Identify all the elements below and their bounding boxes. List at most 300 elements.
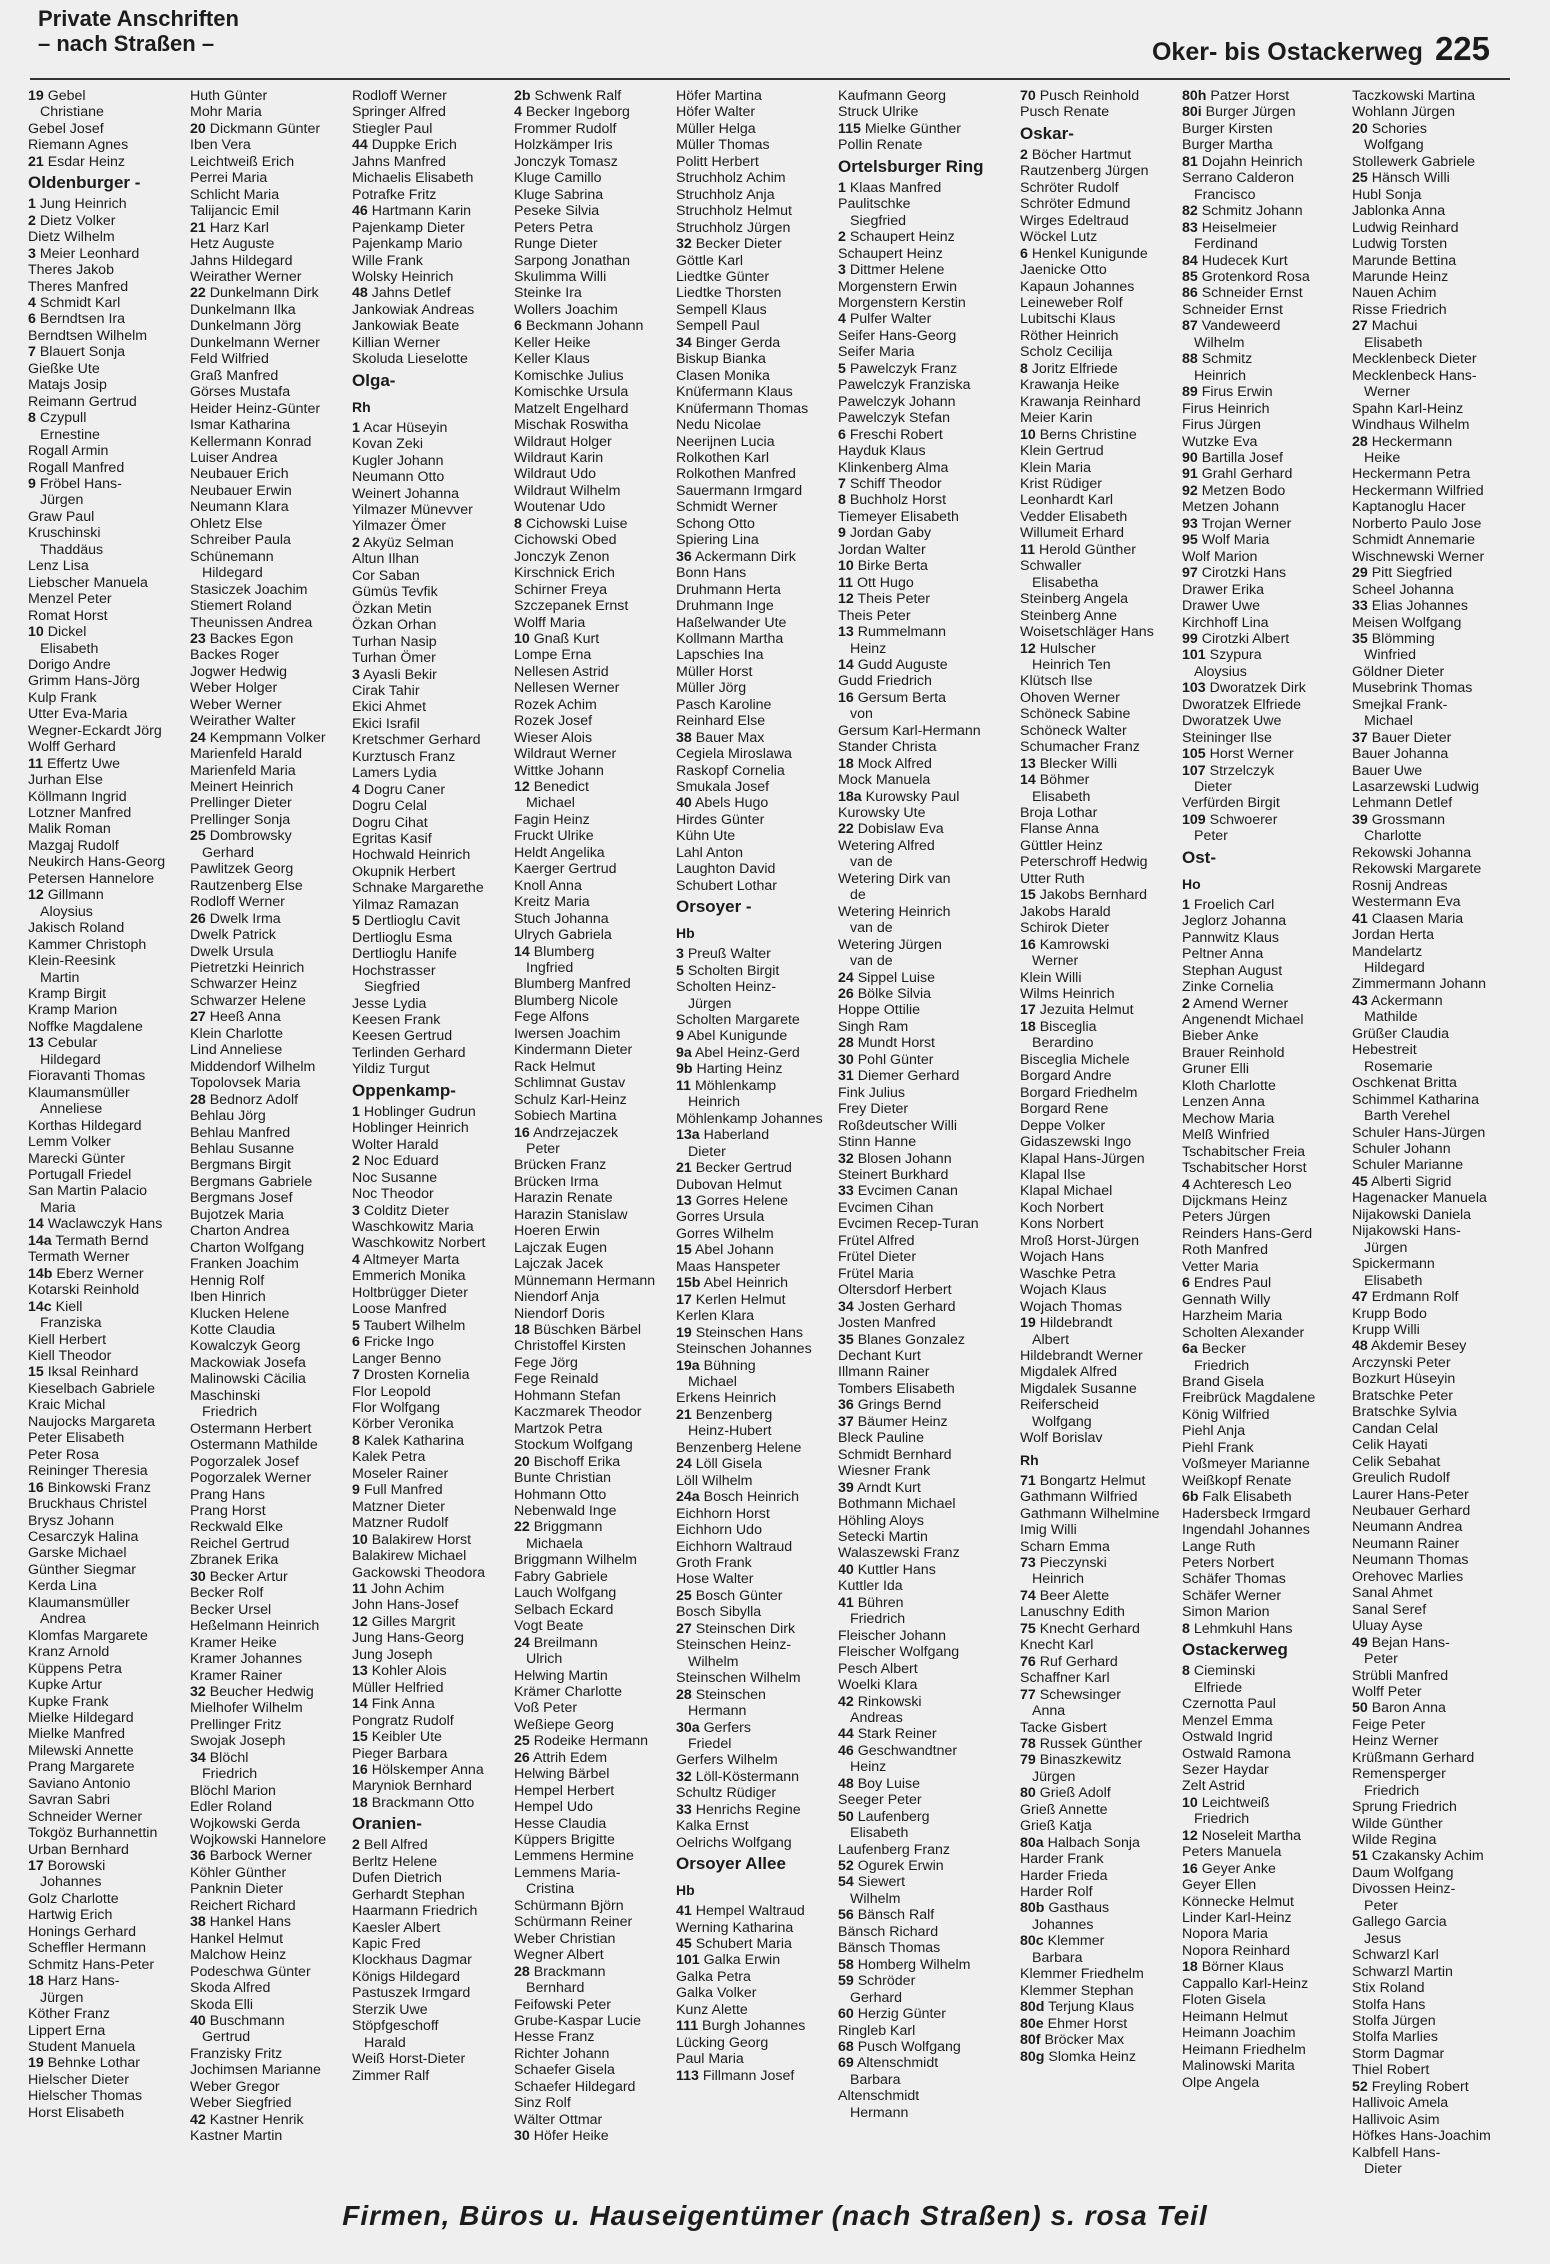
resident-entry: Thiel Robert (1352, 2062, 1430, 2079)
house-number: 34 (676, 334, 692, 351)
house-number: 40 (676, 795, 692, 812)
resident-entry: 10 Birke Berta (838, 558, 928, 575)
entry-continuation: Friedrich (202, 1404, 258, 1421)
resident-entry: Verfürden Birgit (1182, 795, 1280, 812)
resident-entry: 13 Kohler Alois (352, 1663, 447, 1680)
house-number: 82 (1182, 203, 1198, 220)
resident-entry: Prellinger Fritz (190, 1716, 282, 1733)
resident-entry: Wojkowski Gerda (190, 1815, 301, 1832)
resident-entry: Voßmeyer Marianne (1182, 1456, 1310, 1473)
street-heading: Oldenburger - (28, 173, 141, 193)
resident-entry: Pawelczyk Franziska (838, 377, 971, 394)
resident-entry: 46 Geschwandtner (838, 1742, 958, 1759)
resident-entry: Bänsch Thomas (838, 1940, 941, 1957)
resident-entry: Briggmann Wilhelm (514, 1552, 637, 1569)
resident-entry: Dietz Wilhelm (28, 229, 115, 246)
house-number: 41 (1352, 910, 1368, 927)
resident-entry: Noffke Magdalene (28, 1018, 143, 1035)
house-number: 50 (838, 1808, 854, 1825)
resident-entry: Brysz Johann (28, 1512, 114, 1529)
resident-entry: Backes Roger (190, 647, 280, 664)
resident-entry: Müller Horst (676, 663, 753, 680)
resident-entry: Mock Manuela (838, 772, 931, 789)
resident-entry: 14c Kiell (28, 1298, 83, 1315)
resident-entry: Bratschke Sylvia (1352, 1404, 1457, 1421)
resident-entry: Kraic Michal (28, 1397, 106, 1414)
resident-entry: Röther Heinrich (1020, 327, 1119, 344)
resident-entry: 109 Schwoerer (1182, 811, 1278, 828)
resident-entry: Orehovec Marlies (1352, 1568, 1464, 1585)
entry-continuation: Jürgen (688, 995, 732, 1012)
house-number: 56 (838, 1907, 854, 1924)
resident-entry: Bothmann Michael (838, 1496, 956, 1513)
resident-entry: Jankowiak Beate (352, 318, 460, 335)
resident-entry: Serrano Calderon (1182, 170, 1294, 187)
resident-entry: Saviano Antonio (28, 1775, 131, 1792)
resident-entry: Küppens Petra (28, 1660, 122, 1677)
resident-entry: 39 Grossmann (1352, 811, 1446, 828)
resident-entry: Nijakowski Daniela (1352, 1206, 1472, 1223)
column-4 (514, 88, 674, 2148)
resident-entry: Grüßer Claudia (1352, 1025, 1449, 1042)
house-number: 107 (1182, 762, 1206, 779)
resident-entry: Wetering Alfred (838, 837, 935, 854)
resident-entry: Jesse Lydia (352, 995, 427, 1012)
resident-entry: Setecki Martin (838, 1528, 928, 1545)
resident-entry: Stiemert Roland (190, 598, 292, 615)
house-number: 39 (838, 1479, 854, 1496)
entry-continuation: Ernestine (40, 426, 100, 443)
column-2 (190, 88, 350, 2148)
resident-entry: Smukala Josef (676, 779, 770, 796)
resident-entry: Ostermann Mathilde (190, 1437, 318, 1454)
resident-entry: Stephan August (1182, 962, 1283, 979)
resident-entry: Pajenkamp Mario (352, 236, 463, 253)
house-number: 26 (514, 1749, 530, 1766)
resident-entry: 1 Froelich Carl (1182, 896, 1275, 913)
resident-entry: 33 Evcimen Canan (838, 1183, 958, 1200)
resident-entry: Mischak Roswitha (514, 417, 629, 434)
resident-entry: 7 Drosten Kornelia (352, 1367, 470, 1384)
house-number: 17 (676, 1291, 692, 1308)
resident-entry: Tschabitscher Horst (1182, 1160, 1307, 1177)
house-number: 14a (28, 1232, 52, 1249)
resident-entry: Storm Dagmar (1352, 2045, 1445, 2062)
resident-entry: Walaszewski Franz (838, 1545, 960, 1562)
house-number: 10 (514, 630, 530, 647)
resident-entry: Theunissen Andrea (190, 614, 313, 631)
resident-entry: Cegiela Miroslawa (676, 746, 792, 763)
resident-entry: Weber Holger (190, 680, 278, 697)
resident-entry: Kowalczyk Georg (190, 1338, 301, 1355)
resident-entry: Lubitschi Klaus (1020, 311, 1116, 328)
resident-entry: Reinders Hans-Gerd (1182, 1225, 1313, 1242)
resident-entry: Hochstrasser (352, 962, 436, 979)
entry-continuation: Peter (1364, 1897, 1398, 1914)
resident-entry: Czernotta Paul (1182, 1696, 1276, 1713)
resident-entry: Hayduk Klaus (838, 443, 926, 460)
house-number: 38 (676, 729, 692, 746)
house-number: 6 (1020, 245, 1028, 262)
resident-entry: Deppe Volker (1020, 1117, 1106, 1134)
resident-entry: Leineweber Rolf (1020, 294, 1123, 311)
resident-entry: 10 Dickel (28, 624, 87, 641)
entry-continuation: Barth Verehel (1364, 1108, 1450, 1125)
resident-entry: Langer Benno (352, 1350, 442, 1367)
resident-entry: Altun Ilhan (352, 551, 420, 568)
house-number: 7 (28, 344, 36, 361)
house-number: 1 (352, 1103, 360, 1120)
entry-continuation: Gerhard (202, 844, 255, 861)
resident-entry: Kramp Marion (28, 1002, 118, 1019)
resident-entry: Wojach Thomas (1020, 1298, 1122, 1315)
resident-entry: Kramer Heike (190, 1634, 277, 1651)
resident-entry: Prang Horst (190, 1502, 266, 1519)
house-number: 14 (1020, 772, 1036, 789)
resident-entry: Gackowski Theodora (352, 1564, 486, 1581)
resident-entry: 9a Abel Heinz-Gerd (676, 1044, 800, 1061)
house-number: 15 (1020, 887, 1036, 904)
resident-entry: Komischke Ursula (514, 384, 629, 401)
entry-continuation: Heinrich (1032, 1571, 1085, 1588)
resident-entry: 12 Noseleit Martha (1182, 1827, 1302, 1844)
resident-entry: Springer Alfred (352, 104, 446, 121)
resident-entry: 14a Termath Bernd (28, 1232, 149, 1249)
resident-entry: Marecki Günter (28, 1150, 125, 1167)
resident-entry: 113 Fillmann Josef (676, 2067, 795, 2084)
resident-entry: Hohmann Stefan (514, 1387, 621, 1404)
street-heading: Orsoyer - (676, 897, 752, 917)
house-number: 5 (352, 913, 360, 930)
house-number: 43 (1352, 992, 1368, 1009)
street-heading: Orsoyer Allee (676, 1854, 786, 1874)
resident-entry: 24a Bosch Heinrich (676, 1489, 800, 1506)
house-number: 75 (1020, 1620, 1036, 1637)
resident-entry: 115 Mielke Günther (838, 120, 962, 137)
house-number: 92 (1182, 482, 1198, 499)
house-number: 36 (190, 1848, 206, 1865)
resident-entry: Kupke Artur (28, 1677, 103, 1694)
resident-entry: Frütel Dieter (838, 1249, 917, 1266)
entry-continuation: Dieter (1364, 2161, 1402, 2178)
resident-entry: Maschinski (190, 1387, 261, 1404)
resident-entry: Taczkowski Martina (1352, 88, 1475, 104)
column-6 (838, 88, 998, 2148)
resident-entry: Christoffel Kirsten (514, 1338, 626, 1355)
resident-entry: Scholten Alexander (1182, 1324, 1305, 1341)
resident-entry: Ohoven Werner (1020, 689, 1120, 706)
resident-entry: Rogall Manfred (28, 459, 125, 476)
resident-entry: Steinschen Wilhelm (676, 1670, 801, 1687)
resident-entry: Steinert Burkhard (838, 1167, 949, 1183)
resident-entry: Ekici Israfil (352, 715, 420, 732)
house-number: 10 (28, 624, 44, 641)
resident-entry: Yildiz Turgut (352, 1061, 430, 1078)
entry-continuation: Wolfgang (1364, 137, 1424, 154)
resident-entry: 32 Löll-Köstermann (676, 1768, 800, 1785)
resident-entry: 3 Colditz Dieter (352, 1202, 449, 1219)
resident-entry: Pongratz Rudolf (352, 1712, 454, 1729)
resident-entry: Kaufmann Georg (838, 88, 947, 104)
entry-continuation: Wilhelm (688, 1653, 739, 1670)
resident-entry: 14 Blumberg (514, 943, 595, 960)
resident-entry: Cichowski Obed (514, 532, 617, 549)
house-number: 9 (352, 1482, 360, 1499)
resident-entry: Kapic Fred (352, 1936, 421, 1953)
resident-entry: Steinschen Johannes (676, 1341, 812, 1358)
resident-entry: Hohmann Otto (514, 1486, 607, 1503)
house-number: 16 (28, 1479, 44, 1496)
house-number: 25 (514, 1733, 530, 1750)
resident-entry: Kulp Frank (28, 689, 97, 706)
resident-entry: Singh Ram (838, 1018, 909, 1035)
resident-entry: Weber Christian (514, 1930, 616, 1947)
resident-entry: Marunde Heinz (1352, 268, 1449, 285)
house-number: 12 (1020, 640, 1036, 657)
resident-entry: 6 Henkel Kunigunde (1020, 245, 1148, 262)
resident-entry: 33 Henrichs Regine (676, 1801, 801, 1818)
resident-entry: Holtbrügger Dieter (352, 1284, 468, 1301)
resident-entry: 6 Beckmann Johann (514, 318, 644, 335)
resident-entry: Wohlann Jürgen (1352, 104, 1456, 121)
resident-entry: 45 Schubert Maria (676, 1936, 792, 1953)
resident-entry: Wittke Johann (514, 762, 604, 779)
house-number: 15 (352, 1729, 368, 1746)
resident-entry: Harzheim Maria (1182, 1308, 1283, 1325)
resident-entry: 36 Grings Bernd (838, 1397, 942, 1414)
resident-entry: Bleck Pauline (838, 1430, 924, 1447)
resident-entry: Pannwitz Klaus (1182, 929, 1279, 946)
resident-entry: 30a Gerfers (676, 1719, 751, 1736)
resident-entry: Wolff Gerhard (28, 739, 116, 756)
resident-entry: 44 Duppke Erich (352, 137, 457, 154)
resident-entry: Köther Franz (28, 2006, 111, 2023)
resident-entry: 60 Herzig Günter (838, 2006, 947, 2023)
house-number: 17 (1020, 1002, 1036, 1019)
resident-entry: Marienfeld Maria (190, 762, 296, 779)
resident-entry: Schaefer Hildegard (514, 2078, 636, 2095)
resident-entry: Gennath Willy (1182, 1291, 1271, 1308)
resident-entry: Fege Alfons (514, 1009, 589, 1026)
house-number: 3 (838, 262, 846, 279)
resident-entry: Dufen Dietrich (352, 1870, 442, 1887)
house-number: 1 (1182, 896, 1190, 913)
resident-entry: 38 Hankel Hans (190, 1914, 291, 1931)
resident-entry: Ostermann Herbert (190, 1420, 312, 1437)
resident-entry: Mandelartz (1352, 943, 1423, 960)
resident-entry: Oltersdorf Herbert (838, 1282, 952, 1299)
resident-entry: Wolff Peter (1352, 1683, 1422, 1700)
entry-continuation: van de (850, 854, 893, 871)
house-number: 86 (1182, 285, 1198, 302)
house-number: 81 (1182, 153, 1198, 170)
resident-entry: Flanse Anna (1020, 821, 1099, 838)
resident-entry: Galka Petra (676, 1968, 751, 1985)
resident-entry: Meisen Wolfgang (1352, 614, 1462, 631)
resident-entry: Höfer Martina (676, 88, 762, 104)
resident-entry: Werning Katharina (676, 1919, 794, 1936)
entry-continuation: Anneliese (40, 1101, 103, 1118)
house-number: 90 (1182, 449, 1198, 466)
resident-entry: Gathmann Wilfried (1020, 1489, 1138, 1506)
resident-entry: Heimann Friedhelm (1182, 2041, 1306, 2058)
resident-entry: Fege Jörg (514, 1354, 578, 1371)
house-number: 80e (1020, 2015, 1044, 2032)
resident-entry: Lanuschny Edith (1020, 1604, 1125, 1621)
resident-entry: Noc Susanne (352, 1169, 438, 1186)
resident-entry: Kapaun Johannes (1020, 278, 1135, 295)
resident-entry: Lippert Erna (28, 2022, 106, 2039)
resident-entry: Schäfer Werner (1182, 1587, 1282, 1604)
resident-entry: Gersum Karl-Hermann (838, 722, 981, 739)
resident-entry: Dechant Kurt (838, 1347, 921, 1364)
house-number: 13 (28, 1035, 44, 1052)
resident-entry: 95 Wolf Maria (1182, 532, 1270, 549)
resident-entry: Prang Margarete (28, 1759, 135, 1776)
resident-entry: Jahns Manfred (352, 153, 446, 170)
resident-entry: 83 Heiselmeier (1182, 219, 1277, 236)
house-number: 13 (352, 1663, 368, 1680)
resident-entry: Golz Charlotte (28, 1890, 119, 1907)
house-number: 40 (190, 2013, 206, 2030)
resident-entry: 28 Steinschen (676, 1686, 766, 1703)
house-number: 68 (838, 2039, 854, 2056)
resident-entry: Wischnewski Werner (1352, 548, 1485, 565)
resident-entry: Stolfa Hans (1352, 1996, 1426, 2013)
house-number: 48 (1352, 1338, 1368, 1355)
resident-entry: Maas Hanspeter (676, 1258, 781, 1275)
resident-entry: 26 Bölke Silvia (838, 986, 932, 1003)
resident-entry: 12 Gillmann (28, 887, 104, 904)
resident-entry: Klapal Hans-Jürgen (1020, 1150, 1145, 1167)
resident-entry: Dogru Celal (352, 798, 427, 815)
entry-continuation: Michael (688, 1373, 737, 1390)
resident-entry: 13 Rummelmann (838, 624, 947, 641)
entry-continuation: Bernhard (526, 1980, 585, 1997)
resident-entry: Horst Elisabeth (28, 2104, 125, 2121)
house-number: 84 (1182, 252, 1198, 269)
resident-entry: Ostwald Ramona (1182, 1745, 1291, 1762)
resident-entry: Klein Maria (1020, 459, 1091, 476)
resident-entry: Candan Celal (1352, 1420, 1438, 1437)
resident-entry: 4 Altmeyer Marta (352, 1251, 460, 1268)
entry-continuation: Ferdinand (1194, 236, 1258, 253)
resident-entry: Charton Andrea (190, 1223, 290, 1240)
resident-entry: Weber Werner (190, 696, 282, 713)
resident-entry: 25 Dombrowsky (190, 828, 292, 845)
resident-entry: Kastner Martin (190, 2128, 283, 2145)
resident-entry: Moseler Rainer (352, 1465, 449, 1482)
resident-entry: 3 Ayasli Bekir (352, 666, 437, 683)
resident-entry: 89 Firus Erwin (1182, 384, 1273, 401)
house-number: 16 (352, 1761, 368, 1778)
house-number: 101 (1182, 647, 1206, 664)
resident-entry: Sempell Paul (676, 318, 760, 335)
resident-entry: Rolkothen Karl (676, 449, 770, 466)
resident-entry: Malchow Heinz (190, 1947, 287, 1964)
house-number: 8 (514, 515, 522, 532)
resident-entry: Borgard Friedhelm (1020, 1084, 1138, 1101)
resident-entry: Kurztusch Franz (352, 748, 456, 765)
entry-continuation: Charlotte (1364, 828, 1422, 845)
house-number: 11 (838, 574, 853, 591)
resident-entry: Milewski Annette (28, 1742, 134, 1759)
resident-entry: 5 Pawelczyk Franz (838, 360, 958, 377)
resident-entry: Jordan Walter (838, 541, 926, 558)
resident-entry: Gorres Ursula (676, 1209, 765, 1226)
entry-continuation: Elisabeth (1032, 788, 1091, 805)
house-number: 14c (28, 1298, 52, 1315)
resident-entry: Sanal Seref (1352, 1601, 1427, 1618)
resident-entry: Heldt Angelika (514, 844, 605, 861)
resident-entry: Imig Willi (1020, 1522, 1077, 1539)
resident-entry: Willumeit Erhard (1020, 525, 1125, 542)
resident-entry: Blumberg Nicole (514, 992, 619, 1009)
house-number: 25 (1352, 170, 1368, 187)
resident-entry: Eichhorn Waltraud (676, 1538, 793, 1555)
entry-continuation: Elisabeth (1364, 1272, 1423, 1289)
resident-entry: Talijancic Emil (190, 203, 280, 220)
resident-entry: Güttler Heinz (1020, 837, 1103, 854)
resident-entry: Wildraut Karin (514, 449, 604, 466)
resident-entry: Hielscher Thomas (28, 2088, 143, 2105)
resident-entry: Bonn Hans (676, 565, 747, 582)
resident-entry: Ludwig Reinhard (1352, 219, 1459, 236)
resident-entry: Frütel Alfred (838, 1232, 915, 1249)
resident-entry: 46 Hartmann Karin (352, 203, 472, 220)
resident-entry: Pogorzalek Werner (190, 1470, 312, 1487)
resident-entry: Schmidt Annemarie (1352, 532, 1476, 549)
resident-entry: Stöpfgeschoff (352, 2018, 439, 2035)
resident-entry: 5 Taubert Wilhelm (352, 1317, 466, 1334)
resident-entry: Schöneck Walter (1020, 722, 1127, 739)
house-number: 45 (1352, 1173, 1368, 1190)
house-number: 28 (514, 1963, 530, 1980)
house-number: 48 (352, 285, 368, 302)
resident-entry: Hoblinger Heinrich (352, 1120, 469, 1137)
resident-entry: Jogwer Hedwig (190, 663, 287, 680)
resident-entry: 20 Bischoff Erika (514, 1453, 621, 1470)
resident-entry: Ekici Ahmet (352, 699, 427, 716)
entry-continuation: Ingfried (526, 960, 574, 977)
resident-entry: Seeger Peter (838, 1792, 922, 1809)
resident-entry: Jung Hans-Georg (352, 1630, 464, 1647)
resident-entry: 93 Trojan Werner (1182, 515, 1292, 532)
resident-entry: Hagenacker Manuela (1352, 1190, 1487, 1207)
entry-continuation: Jesus (1364, 1930, 1402, 1947)
resident-entry: Geyer Ellen (1182, 1877, 1257, 1894)
resident-entry: Hesse Claudia (514, 1815, 607, 1832)
resident-entry: Kellermann Konrad (190, 433, 312, 450)
resident-entry: Schürmann Björn (514, 1897, 624, 1914)
resident-entry: Özkan Metin (352, 600, 432, 617)
resident-entry: Schimmel Katharina (1352, 1091, 1479, 1108)
house-number: 12 (1182, 1827, 1198, 1844)
resident-entry: Wetering Jürgen (838, 936, 942, 953)
resident-entry: 48 Akdemir Besey (1352, 1338, 1467, 1355)
resident-entry: Hempel Udo (514, 1799, 593, 1816)
resident-entry: Heinz Werner (1352, 1733, 1439, 1750)
column-9 (1352, 88, 1512, 2178)
house-number: 4 (514, 104, 522, 121)
resident-entry: Keesen Gertrud (352, 1028, 453, 1045)
house-number: 44 (838, 1726, 854, 1743)
house-number: 103 (1182, 680, 1206, 697)
resident-entry: Wildraut Udo (514, 466, 597, 483)
house-number: 2b (514, 88, 531, 104)
resident-entry: Zinke Cornelia (1182, 979, 1274, 996)
house-number: 10 (352, 1531, 368, 1548)
